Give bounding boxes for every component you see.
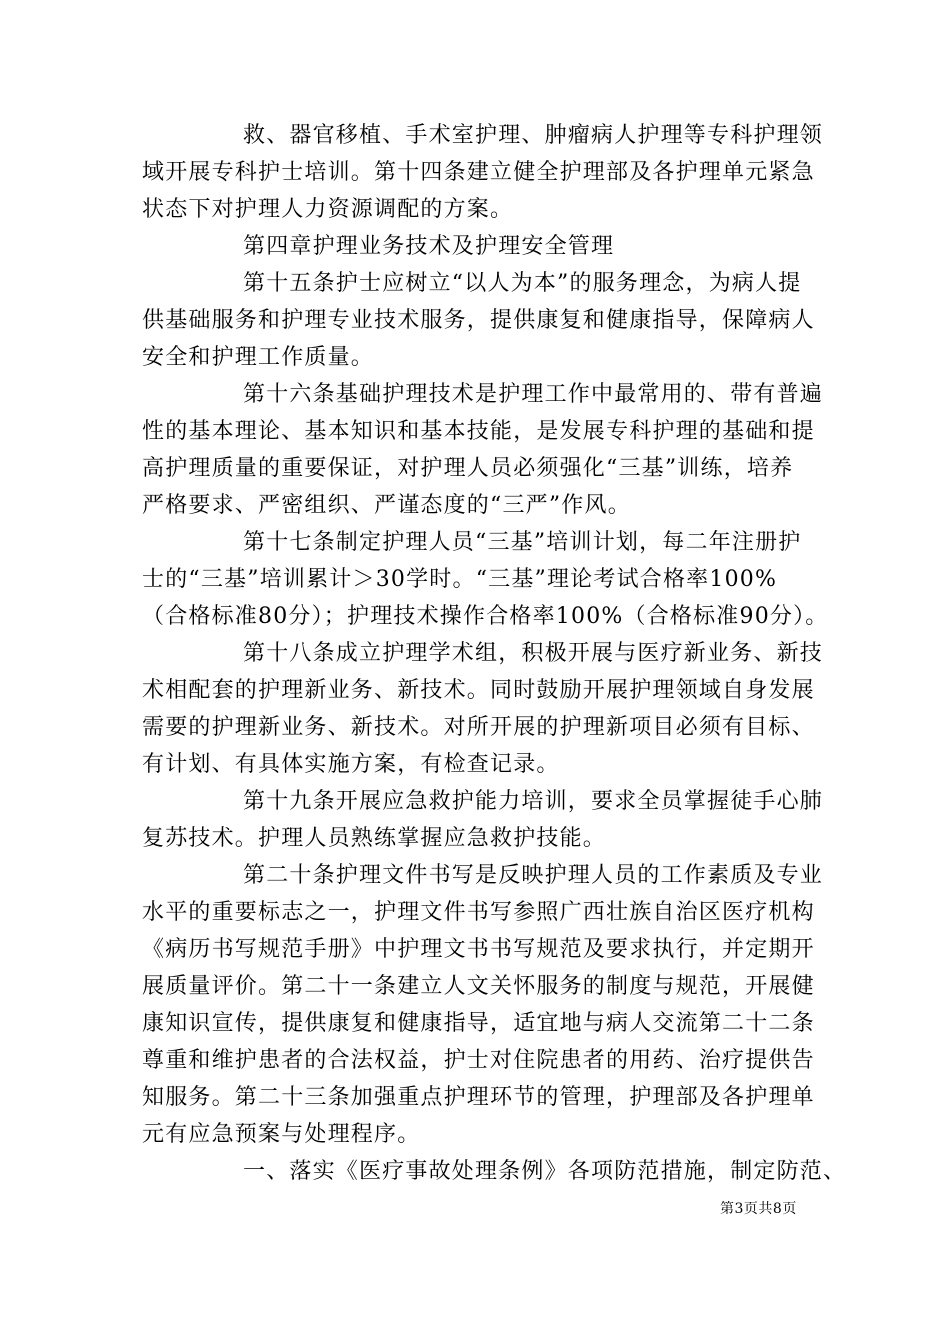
text-line: 域开展专科护士培训。第十四条建立健全护理部及各护理单元紧急 <box>142 160 815 185</box>
text-line: 第十八条成立护理学术组，积极开展与医疗新业务、新技 <box>243 641 824 666</box>
text-line: 第十九条开展应急救护能力培训，要求全员掌握徒手心肺 <box>243 789 824 814</box>
text-line: 高护理质量的重要保证，对护理人员必须强化“三基”训练，培养 <box>142 456 794 481</box>
text-line: 复苏技术。护理人员熟练掌握应急救护技能。 <box>142 826 607 851</box>
text-line: 第二十条护理文件书写是反映护理人员的工作素质及专业 <box>243 863 824 888</box>
text-line: 知服务。第二十三条加强重点护理环节的管理，护理部及各护理单 <box>142 1085 815 1110</box>
text-line: 性的基本理论、基本知识和基本技能，是发展专科护理的基础和提 <box>142 419 815 444</box>
text-line: 术相配套的护理新业务、新技术。同时鼓励开展护理领域自身发展 <box>142 678 815 703</box>
text-line: 需要的护理新业务、新技术。对所开展的护理新项目必须有目标、 <box>142 715 815 740</box>
text-line: 第十五条护士应树立“以人为本”的服务理念，为病人提 <box>243 271 802 296</box>
text-line: 状态下对护理人力资源调配的方案。 <box>142 197 514 222</box>
text-line: 安全和护理工作质量。 <box>142 345 375 370</box>
text-line: 有计划、有具体实施方案，有检查记录。 <box>142 752 560 777</box>
text-line: 元有应急预案与处理程序。 <box>142 1122 421 1147</box>
text-line: 《病历书写规范手册》中护理文书书写规范及要求执行，并定期开 <box>142 937 815 962</box>
text-line: 第十六条基础护理技术是护理工作中最常用的、带有普遍 <box>243 382 824 407</box>
text-line: （合格标准80分）；护理技术操作合格率100%（合格标准90分）。 <box>142 604 829 629</box>
text-line: 救、器官移植、手术室护理、肿瘤病人护理等专科护理领 <box>243 123 824 148</box>
text-line: 尊重和维护患者的合法权益，护士对住院患者的用药、治疗提供告 <box>142 1048 815 1073</box>
chapter-heading: 第四章护理业务技术及护理安全管理 <box>243 234 615 259</box>
page-footer: 第3页共8页 <box>720 1201 797 1217</box>
text-line: 严格要求、严密组织、严谨态度的“三严”作风。 <box>142 493 631 518</box>
text-line: 士的“三基”培训累计＞30学时。“三基”理论考试合格率100% <box>142 567 778 592</box>
text-line: 水平的重要标志之一，护理文件书写参照广西壮族自治区医疗机构 <box>142 900 815 925</box>
text-line: 一、落实《医疗事故处理条例》各项防范措施，制定防范、 <box>243 1159 847 1184</box>
text-line: 供基础服务和护理专业技术服务，提供康复和健康指导，保障病人 <box>142 308 815 333</box>
text-line: 展质量评价。第二十一条建立人文关怀服务的制度与规范，开展健 <box>142 974 815 999</box>
text-line: 康知识宣传，提供康复和健康指导，适宜地与病人交流第二十二条 <box>142 1011 815 1036</box>
text-line: 第十七条制定护理人员“三基”培训计划，每二年注册护 <box>243 530 802 555</box>
